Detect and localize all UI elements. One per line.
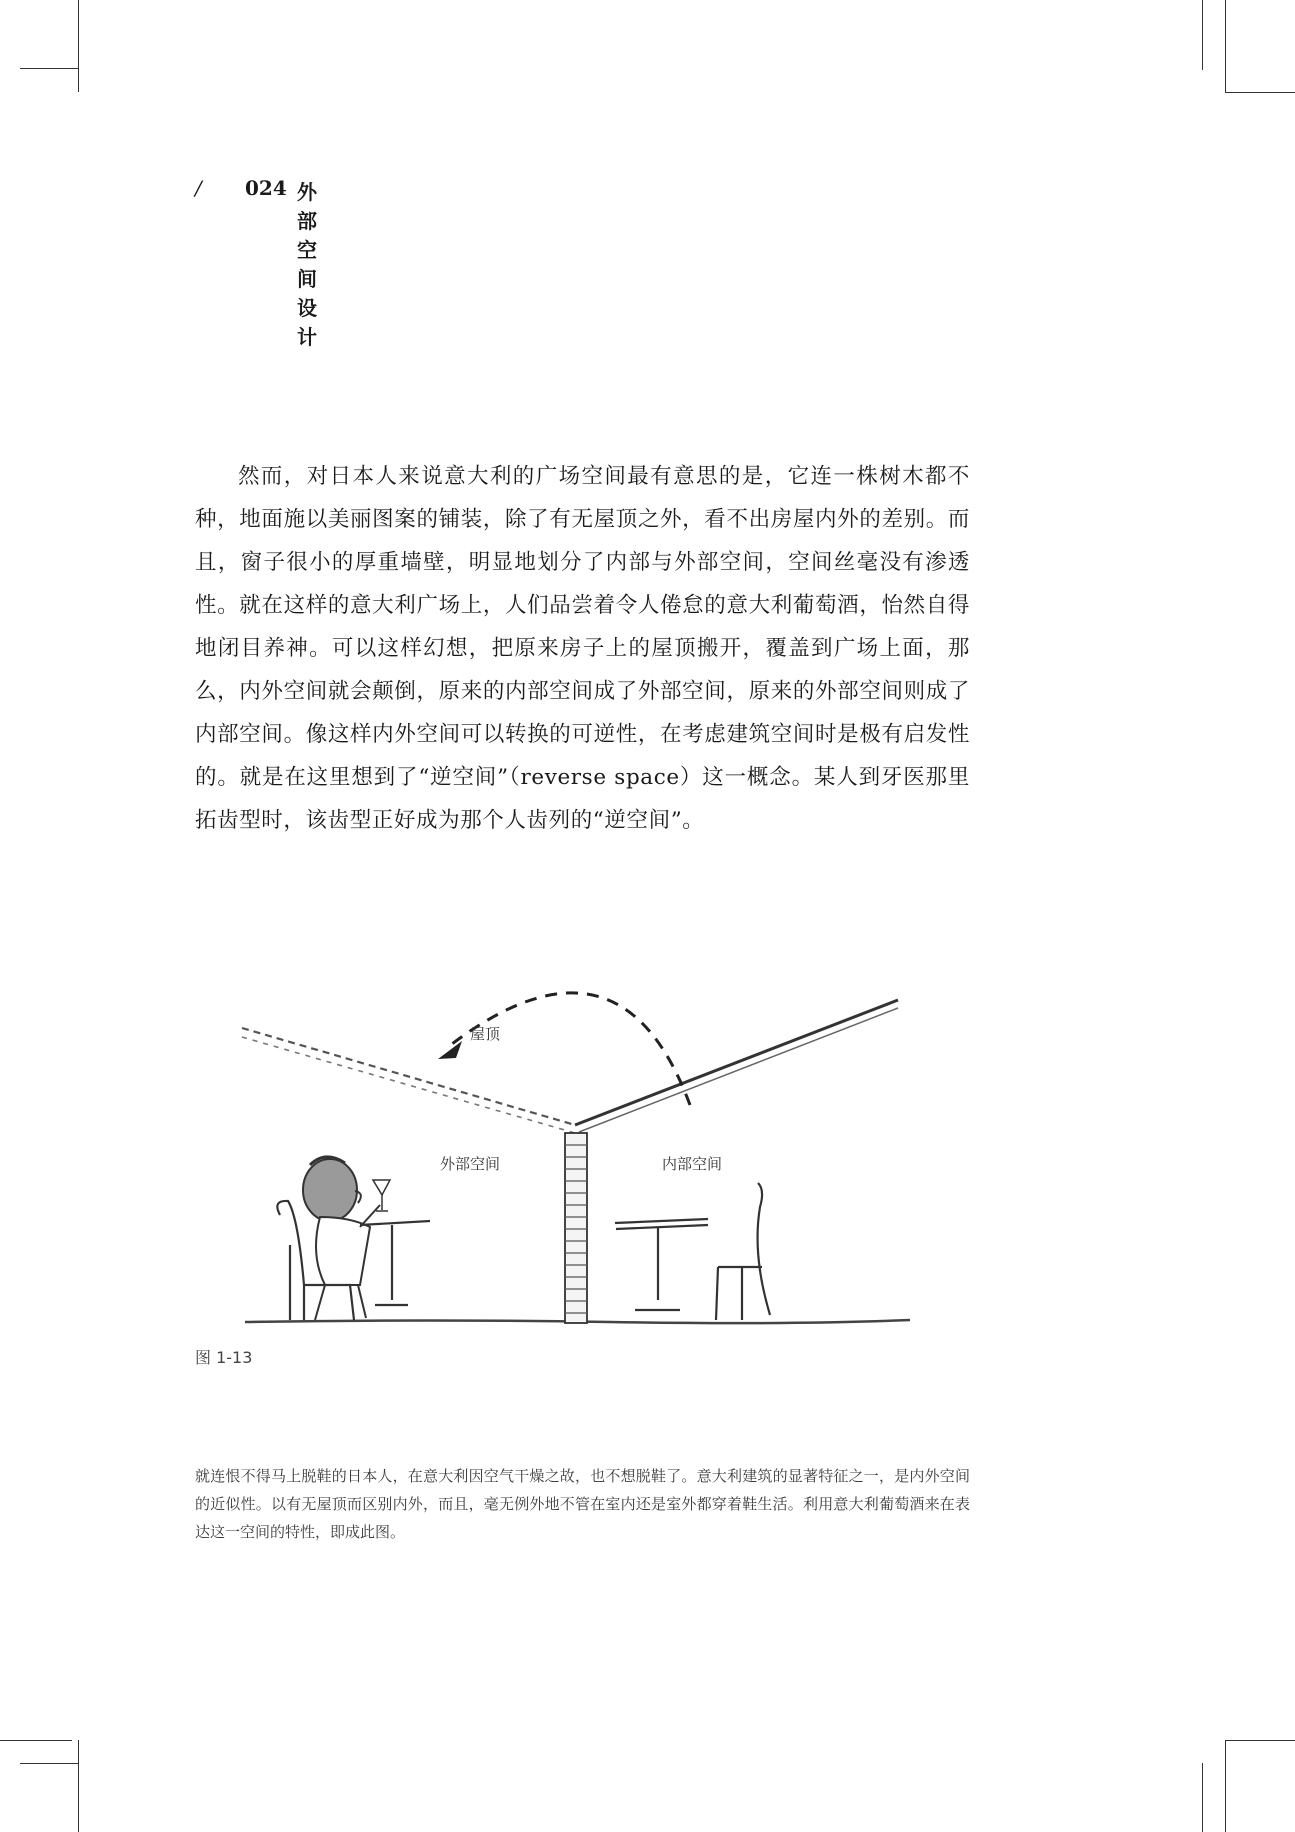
crop-mark <box>1225 0 1226 92</box>
crop-mark <box>1225 1740 1295 1741</box>
right-chair <box>716 1183 770 1320</box>
crop-mark <box>1202 1763 1203 1832</box>
label-interior-space: 内部空间 <box>662 1155 723 1173</box>
seated-person <box>303 1157 380 1320</box>
crop-mark <box>78 1740 79 1832</box>
crop-mark <box>1225 1740 1226 1832</box>
crop-mark <box>78 0 79 92</box>
left-table <box>360 1221 430 1305</box>
label-exterior-space: 外部空间 <box>440 1155 501 1173</box>
roof-swap-sketch <box>230 955 930 1335</box>
book-title: 外部空间设计 <box>297 180 317 349</box>
crop-mark <box>1202 0 1203 70</box>
figure-note: 就连恨不得马上脱鞋的日本人，在意大利因空气干燥之故，也不想脱鞋了。意大利建筑的显著特征之一，是内外空间的近似性。以有无屋顶而区别内外，而且，毫无例外地不管在室内还是室外都穿着鞋生活。利用意大利葡萄酒来在表达这一空间的特性，即成此图。 <box>195 1467 970 1541</box>
crop-mark <box>0 1740 72 1741</box>
body-paragraph: 然而，对日本人来说意大利的广场空间最有意思的是，它连一株树木都不种，地面施以美丽图案的铺装，除了有无屋顶之外，看不出房屋内外的差别。而且，窗子很小的厚重墙壁，明显地划分了内部与外部空间，空间丝毫没有渗透性。就在这样的意大利广场上，人们品尝着令人倦怠的意大利葡萄酒，怡然自得地闭目养神。可以这样幻想，把原来房子上的屋顶搬开，覆盖到广场上面，那么，内外空间就会颠倒，原来的内部空间成了外部空间，原来的外部空间则成了内部空间。像这样内外空间可以转换的可逆性，在考虑建筑空间时是极有启发性的。就是在这里想到了“逆空间”（reverse space）这一概念。某人到牙医那里拓齿型时，该齿型正好成为那个人齿列的“逆空间”。 <box>195 464 970 833</box>
brick-column <box>565 1133 587 1323</box>
figure-caption: 图 1-13 <box>195 1348 253 1367</box>
crop-mark <box>20 1763 78 1764</box>
wine-glass <box>373 1180 390 1211</box>
page-number: 024 <box>245 176 287 200</box>
figure-illustration <box>230 955 930 1335</box>
crop-mark <box>20 68 78 69</box>
body-text <box>195 455 970 842</box>
label-roof: 屋顶 <box>470 1025 501 1043</box>
header-mark: / <box>195 176 202 200</box>
crop-mark <box>1225 92 1295 93</box>
right-table <box>615 1219 708 1310</box>
